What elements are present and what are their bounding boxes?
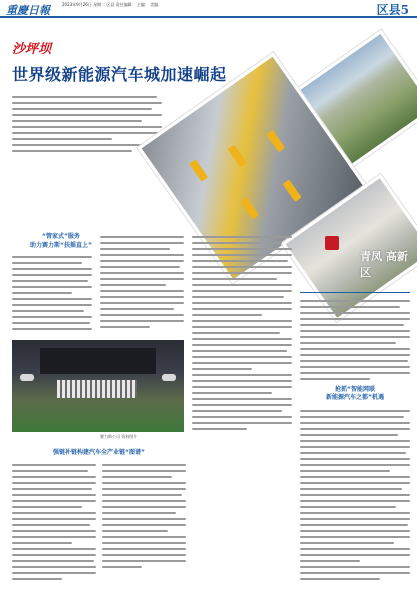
body-column-2 <box>100 236 184 332</box>
body-column-6 <box>300 300 410 384</box>
district-name: 沙坪坝 <box>12 42 52 57</box>
ceremony-photo <box>12 340 184 432</box>
right-column-rule <box>300 292 410 293</box>
page-number: 5 <box>400 3 409 17</box>
subhead-service: “管家式”服务 助力赛力斯“扶摇直上” <box>30 233 92 249</box>
section-name: 区县 <box>376 3 401 17</box>
photo-caption: 赛力斯公司 资料图片 <box>100 434 138 439</box>
subhead-industry-chain: 强链补链构建汽车全产业链“图谱” <box>53 449 145 456</box>
park-sign-text: 青凤 高新区 <box>360 250 408 279</box>
body-column-4 <box>12 464 96 584</box>
subhead-smart-vehicles: 抢抓“智能网联 新能源汽车之都”机遇 <box>326 386 384 401</box>
body-column-5 <box>102 464 186 572</box>
newspaper-logo: 重慶日報 <box>6 4 50 17</box>
body-column-3 <box>192 236 292 434</box>
district-emblem-icon <box>325 236 339 250</box>
masthead <box>0 0 417 18</box>
body-column-7 <box>300 410 410 584</box>
body-column-1 <box>12 256 92 334</box>
stage-screen <box>40 348 156 374</box>
section-label <box>377 1 409 18</box>
issue-meta: 2023年9月26日 星期二 区县 责任编辑： 主编： 美编： <box>62 2 163 7</box>
page-headline: 世界级新能源汽车城加速崛起 <box>12 65 227 84</box>
